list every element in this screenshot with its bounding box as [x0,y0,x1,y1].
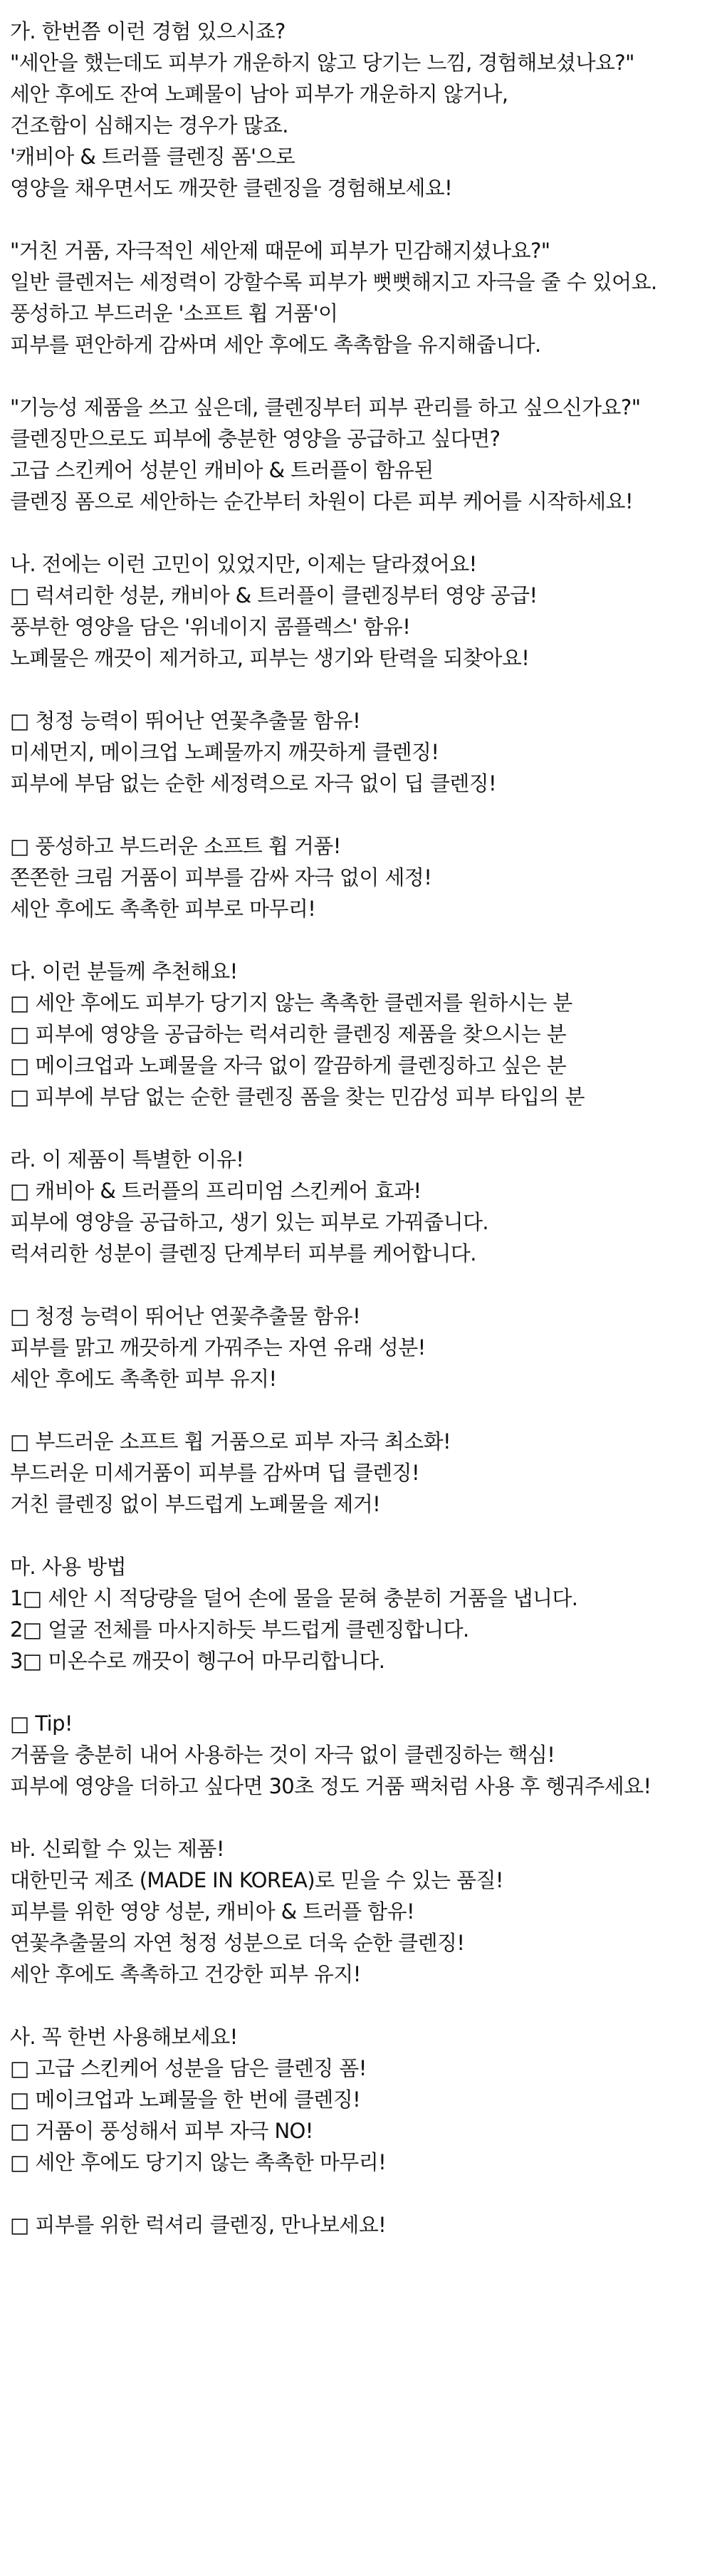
text-line: '캐비아 & 트러플 클렌징 폼'으로 [10,145,295,169]
text-line: 피부에 영양을 공급하고, 생기 있는 피부로 가꿔줍니다. [10,1210,489,1234]
text-line: "세안을 했는데도 피부가 개운하지 않고 당기는 느낌, 경험해보셨나요?" [10,51,634,75]
text-line: □ 청정 능력이 뛰어난 연꽃추출물 함유! [10,709,361,733]
text-line: 세안 후에도 촉촉한 피부로 마무리! [10,897,316,921]
text-line: 1□ 세안 시 적당량을 덜어 손에 물을 묻혀 충분히 거품을 냅니다. [10,1586,578,1610]
text-line: □ 세안 후에도 당기지 않는 촉촉한 마무리! [10,2150,387,2174]
text-line: 3□ 미온수로 깨끗이 헹구어 마무리합니다. [10,1649,385,1673]
text-line: 2□ 얼굴 전체를 마사지하듯 부드럽게 클렌징합니다. [10,1617,469,1642]
text-line: □ 메이크업과 노폐물을 자극 없이 깔끔하게 클렌징하고 싶은 분 [10,1053,567,1078]
text-line: 미세먼지, 메이크업 노폐물까지 깨끗하게 클렌징! [10,740,439,764]
text-line: 피부에 부담 없는 순한 세정력으로 자극 없이 딥 클렌징! [10,771,497,796]
text-line: 클렌징 폼으로 세안하는 순간부터 차원이 다른 피부 케어를 시작하세요! [10,489,633,513]
text-line: □ 부드러운 소프트 휩 거품으로 피부 자극 최소화! [10,1429,451,1454]
text-line: 나. 전에는 이런 고민이 있었지만, 이제는 달라졌어요! [10,552,477,576]
text-line: 부드러운 미세거품이 피부를 감싸며 딥 클렌징! [10,1461,419,1485]
text-line: 라. 이 제품이 특별한 이유! [10,1147,244,1172]
text-line: □ 캐비아 & 트러플의 프리미엄 스킨케어 효과! [10,1179,422,1203]
text-line: 사. 꼭 한번 사용해보세요! [10,2025,238,2049]
text-line: 세안 후에도 잔여 노폐물이 남아 피부가 개운하지 않거나, [10,82,508,106]
text-line: □ 피부를 위한 럭셔리 클렌징, 만나보세요! [10,2213,387,2237]
text-line: 풍부한 영양을 담은 '위네이지 콤플렉스' 함유! [10,615,411,639]
text-line: 거품을 충분히 내어 사용하는 것이 자극 없이 클렌징하는 핵심! [10,1743,555,1767]
text-line: "거친 거품, 자극적인 세안제 때문에 피부가 민감해지셨나요?" [10,239,550,263]
text-line: 일반 클렌저는 세정력이 강할수록 피부가 뻣뻣해지고 자극을 줄 수 있어요. [10,270,657,294]
text-line: 풍성하고 부드러운 '소프트 휩 거품'이 [10,301,338,325]
text-line: 고급 스킨케어 성분인 캐비아 & 트러플이 함유된 [10,458,434,482]
text-line: □ 청정 능력이 뛰어난 연꽃추출물 함유! [10,1304,361,1328]
text-line: 쫀쫀한 크림 거품이 피부를 감싸 자극 없이 세정! [10,865,432,890]
text-line: 마. 사용 방법 [10,1555,126,1579]
text-line: 거친 클렌징 없이 부드럽게 노폐물을 제거! [10,1492,381,1516]
text-line: □ 세안 후에도 피부가 당기지 않는 촉촉한 클렌저를 원하시는 분 [10,991,572,1015]
text-line: 가. 한번쯤 이런 경험 있으시죠? [10,19,286,43]
text-line: □ Tip! [10,1711,73,1736]
text-line: □ 메이크업과 노폐물을 한 번에 클렌징! [10,2087,361,2112]
text-line: 피부를 맑고 깨끗하게 가꿔주는 자연 유래 성분! [10,1335,426,1360]
text-line: □ 거품이 풍성해서 피부 자극 NO! [10,2119,313,2143]
text-line: □ 피부에 영양을 공급하는 럭셔리한 클렌징 제품을 찾으시는 분 [10,1022,567,1046]
text-line: □ 피부에 부담 없는 순한 클렌징 폼을 찾는 민감성 피부 타입의 분 [10,1085,585,1109]
text-line: 다. 이런 분들께 추천해요! [10,959,238,984]
text-line: 세안 후에도 촉촉하고 건강한 피부 유지! [10,1962,361,1986]
text-line: 피부를 위한 영양 성분, 캐비아 & 트러플 함유! [10,1899,415,1924]
text-line: 영양을 채우면서도 깨끗한 클렌징을 경험해보세요! [10,176,453,200]
text-line: 연꽃추출물의 자연 청정 성분으로 더욱 순한 클렌징! [10,1931,465,1955]
text-line: 건조함이 심해지는 경우가 많죠. [10,113,288,137]
text-line: 클렌징만으로도 피부에 충분한 영양을 공급하고 싶다면? [10,427,501,451]
text-line: □ 풍성하고 부드러운 소프트 휩 거품! [10,834,341,858]
text-line: □ 럭셔리한 성분, 캐비아 & 트러플이 클렌징부터 영양 공급! [10,583,538,608]
text-line: "기능성 제품을 쓰고 싶은데, 클렌징부터 피부 관리를 하고 싶으신가요?" [10,395,641,419]
text-line: 대한민국 제조 (MADE IN KOREA)로 믿을 수 있는 품질! [10,1868,503,1892]
text-line: 노폐물은 깨끗이 제거하고, 피부는 생기와 탄력을 되찾아요! [10,646,530,670]
text-line: 바. 신뢰할 수 있는 제품! [10,1837,224,1861]
text-line: 럭셔리한 성분이 클렌징 단계부터 피부를 케어합니다. [10,1241,476,1266]
text-line: 피부를 편안하게 감싸며 세안 후에도 촉촉함을 유지해줍니다. [10,333,541,357]
text-line: □ 고급 스킨케어 성분을 담은 클렌징 폼! [10,2056,367,2080]
text-line: 피부에 영양을 더하고 싶다면 30초 정도 거품 팩처럼 사용 후 헹궈주세요! [10,1774,651,1798]
text-line: 세안 후에도 촉촉한 피부 유지! [10,1367,277,1391]
